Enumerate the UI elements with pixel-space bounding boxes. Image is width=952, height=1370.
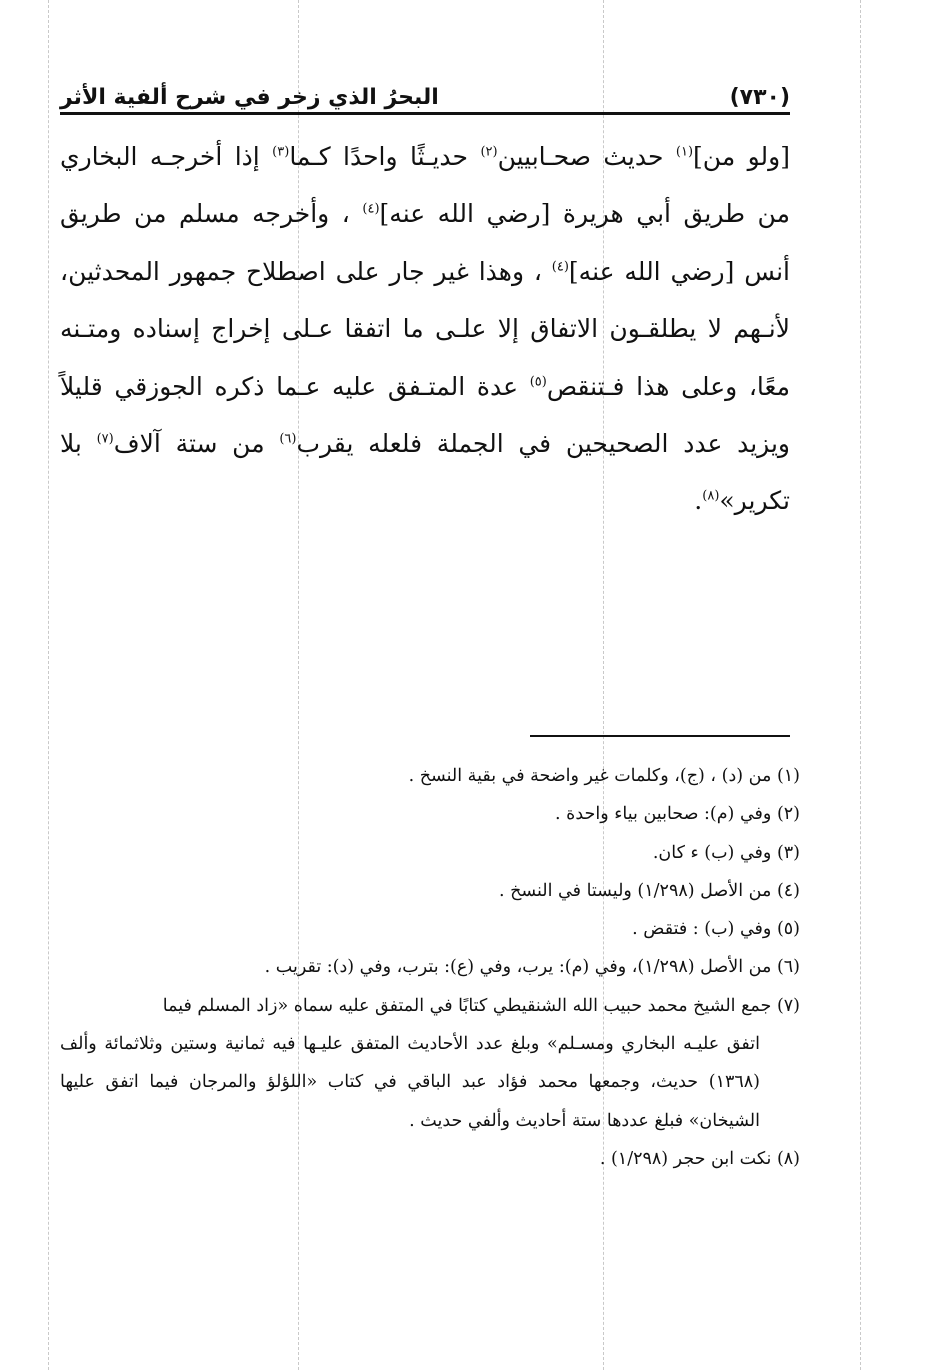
running-title: البحرُ الذي زخر في شرح ألفية الأثر: [60, 85, 439, 110]
text-segment: من ستة آلاف: [113, 429, 280, 459]
text-segment: عدة المتـفق عليه عـما ذكره الجوزقي قليلاً ويزيد عدد الصحيحين في الجملة فلعله يقرب: [60, 371, 790, 459]
footnote-ref: (٨): [702, 489, 720, 505]
footnote-item: [60, 1140, 800, 1178]
footnote-item: [60, 948, 800, 986]
footnote-ref: (١): [675, 144, 694, 160]
text-segment: .: [694, 486, 703, 516]
footnote-text: نكت ابن حجر (١/٢٩٨) .: [599, 1148, 772, 1169]
footnote-text: وفي (م): صحابين بياء واحدة .: [555, 804, 772, 825]
footnote-ref: (٥): [529, 374, 547, 390]
footnote-text: من الأصل (١/٢٩٨) وليستا في النسخ .: [498, 880, 772, 901]
footnote-marker: (٥): [776, 919, 800, 940]
footnote-text: جمع الشيخ محمد حبيب الله الشنقيطي كتابًا في المتفق عليه سماه «زاد المسلم فيما: [162, 995, 772, 1016]
text-segment: ، وهذا غير جار على اصطلاح جمهور المحدثين، لأنـهم لا يطلقـون الاتفاق إلا علـى ما اتفقا عـلى إخراج إسناده ومتـنه معًا، وعلى هذا فـتنقص: [60, 256, 790, 401]
page-header: [60, 70, 790, 110]
footnote-text: من الأصل (١/٢٩٨)، وفي (م): يرب، وفي (ع): بترب، وفي (د): تقريب .: [264, 957, 772, 978]
scan-artifact-line: [860, 0, 861, 1370]
footnote-item: [60, 872, 800, 910]
text-segment: حديـثًا واحدًا كـما: [289, 142, 481, 171]
text-segment: حديث صحـابيين: [497, 142, 676, 171]
text-segment: [ولو من]: [693, 142, 790, 171]
text-segment: إذا أخرجـه البخاري من طريق أبي هريرة [رضي الله عنه]: [60, 142, 790, 229]
footnote-item: [60, 757, 800, 795]
footnote-text: وفي (ب) ء كان.: [652, 842, 772, 863]
page-number: (٧٣٠): [729, 85, 790, 110]
footnote-ref: (٦): [279, 431, 297, 447]
footnote-marker: (١): [776, 766, 800, 786]
footnote-marker: (٢): [776, 804, 800, 825]
footnote-ref: (٣): [272, 144, 290, 160]
footnote-continuation: اتفق عليـه البخاري ومسـلم» وبلغ عدد الأحاديث المتفق عليـها فيه ثمانية وستين وثلاثمائة وألف (١٣٦٨) حديث، وجمعها محمد فؤاد عبد الباقي في كتاب «اللؤلؤ والمرجان فيما اتفق عليها الشيخان» فبلغ عددها ستة أحاديث وألفي حديث .: [60, 1034, 760, 1131]
footnote-ref: (٧): [96, 431, 114, 447]
footnote-marker: (٣): [776, 842, 800, 863]
footnote-separator: [530, 735, 790, 737]
footnote-marker: (٨): [776, 1148, 800, 1169]
footnote-item: [60, 910, 800, 948]
footnotes-list: [60, 757, 800, 1178]
footnote-item: [60, 834, 800, 872]
footnote-marker: (٤): [776, 880, 800, 901]
footnote-item: [60, 795, 800, 833]
footnote-text: من (د) ، (ج)، وكلمات غير واضحة في بقية النسخ .: [408, 766, 772, 786]
footnote-marker: (٧): [776, 995, 800, 1016]
scan-artifact-line: [48, 0, 49, 1370]
text-segment: ، وأخرجه مسلم من طريق أنس [رضي الله عنه]: [60, 199, 790, 286]
text-segment: بلا تكرير»: [60, 429, 790, 516]
main-text: [60, 128, 790, 530]
footnote-ref: (٤): [362, 202, 380, 218]
header-rule: [60, 112, 790, 115]
footnote-text: وفي (ب) : فتقض .: [632, 919, 772, 940]
footnote-marker: (٦): [776, 957, 800, 978]
footnote-item: [60, 987, 800, 1140]
footnote-ref: (٢): [480, 144, 498, 160]
footnote-ref: (٤): [551, 259, 569, 275]
